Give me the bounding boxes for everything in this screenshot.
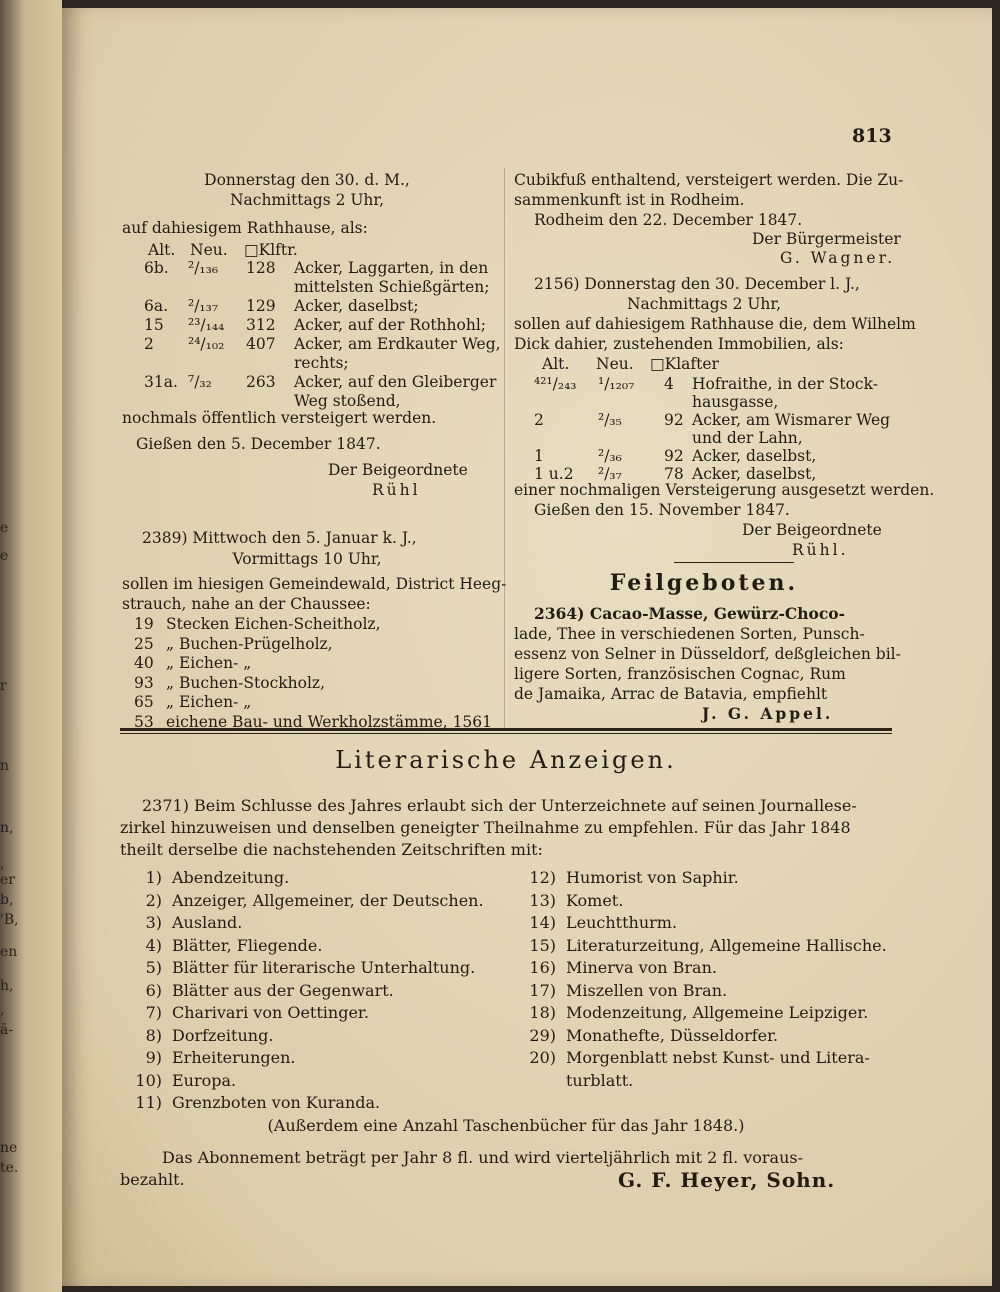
journal-number: 7) [145, 1003, 162, 1022]
journal-title: turblatt. [566, 1070, 634, 1090]
journal-number: 10) [135, 1070, 162, 1090]
table-cell-area: 78 [664, 465, 684, 483]
table-cell-description: rechts; [294, 354, 349, 372]
table-cell-area: 92 [664, 411, 684, 429]
table-cell-area: 312 [246, 316, 276, 334]
table-cell-area: 407 [246, 335, 276, 353]
ad-2371-line-2: zirkel hinzuweisen und denselben geneigter Theilnahme zu empfehlen. Für das Jahr 1848 [120, 818, 851, 837]
left-signature-title: Der Beigeordnete [328, 461, 468, 479]
journal-number: 11) [135, 1093, 162, 1112]
timber-item: „ Buchen-Stockholz, [166, 673, 326, 692]
journal-title: Morgenblatt nebst Kunst- und Litera- [566, 1048, 870, 1067]
document-page [62, 8, 992, 1286]
table-cell-alt: 6b. [144, 259, 169, 277]
timber-item: eichene Bau- und Werkholzstämme, 1561 [166, 712, 493, 731]
abonnement-line-1: Das Abonnement beträgt per Jahr 8 fl. und wird vierteljährlich mit 2 fl. voraus- [162, 1148, 804, 1167]
right-line-3: Rodheim den 22. December 1847. [534, 211, 803, 229]
margin-fragment: r [0, 678, 7, 694]
ad-2156-line-3: sollen auf dahiesigem Rathhause die, dem Wilhelm [514, 315, 916, 333]
left-page-edge [0, 0, 62, 1292]
taschenbuecher-note: (Außerdem eine Anzahl Taschenbücher für das Jahr 1848.) [267, 1116, 745, 1135]
journal-title: Modenzeitung, Allgemeine Leipziger. [566, 1003, 869, 1022]
journal-number: 3) [145, 913, 162, 932]
abonnement-line-2: bezahlt. [120, 1170, 185, 1189]
timber-item: Stecken Eichen-Scheitholz, [166, 615, 381, 633]
table-cell-description: Acker, am Erdkauter Weg, [294, 335, 501, 353]
journal-number: 14) [529, 913, 556, 932]
journal-number: 4) [145, 935, 162, 955]
journal-title: Abendzeitung. [172, 868, 290, 887]
journal-number: 1) [145, 868, 162, 887]
journal-number: 5) [145, 958, 162, 977]
journal-number: 9) [145, 1048, 162, 1067]
table-cell-description: und der Lahn, [692, 429, 803, 447]
ad-2156-line-4: Dick dahier, zustehenden Immobilien, als: [514, 335, 844, 353]
journal-number: 6) [145, 980, 162, 1000]
journal-title: Blätter, Fliegende. [172, 935, 323, 955]
journal-title: Erheiterungen. [172, 1048, 296, 1067]
table-cell-description: mittelsten Schießgärten; [294, 278, 490, 296]
table-cell-alt: 1 u.2 [534, 465, 574, 483]
journal-title: Grenzboten von Kuranda. [172, 1093, 381, 1112]
short-divider [674, 562, 794, 563]
right-signature-title: Der Bürgermeister [752, 230, 901, 248]
timber-quantity: 25 [134, 634, 154, 653]
table-cell-description: hausgasse, [692, 393, 779, 411]
table-cell-neu: ²/₃₇ [598, 465, 622, 483]
right-signature2-name: Rühl. [792, 541, 849, 559]
journal-number: 12) [529, 868, 556, 887]
right-line-2: sammenkunft ist in Rodheim. [514, 191, 745, 209]
journal-title: Blätter aus der Gegenwart. [172, 980, 394, 1000]
section-rule-thin [120, 733, 892, 734]
timber-item: „ Buchen-Prügelholz, [166, 634, 333, 653]
literary-heading: Literarische Anzeigen. [335, 746, 677, 774]
journal-title: Leuchtthurm. [566, 913, 678, 932]
left-table-head-area: □Klftr. [244, 241, 298, 259]
margin-fragment: 'B, [0, 912, 19, 928]
margin-fragment: b, [0, 892, 14, 908]
table-cell-area: 4 [664, 375, 674, 393]
ad-2364-line-4: ligere Sorten, französischen Cognac, Rum [514, 665, 846, 683]
table-cell-alt: 2 [144, 335, 154, 353]
left-table-head-alt: Alt. [148, 241, 176, 259]
left-intro-line-3: auf dahiesigem Rathhause, als: [122, 219, 368, 237]
journal-title: Literaturzeitung, Allgemeine Hallische. [566, 935, 887, 955]
journal-title: Charivari von Oettinger. [172, 1003, 369, 1022]
table-cell-alt: 6a. [144, 297, 169, 315]
journal-title: Blätter für literarische Unterhaltung. [172, 958, 476, 977]
journal-title: Anzeiger, Allgemeiner, der Deutschen. [172, 890, 484, 910]
table-cell-alt: 1 [534, 447, 544, 465]
journal-number: 20) [529, 1048, 556, 1067]
journal-number: 15) [529, 935, 556, 955]
table-cell-neu: ²³/₁₄₄ [188, 316, 225, 334]
ad-2371-line-3: theilt derselbe die nachstehenden Zeitschriften mit: [120, 840, 543, 859]
right-line-1: Cubikfuß enthaltend, versteigert werden. Die Zu- [514, 171, 904, 189]
table-cell-description: Acker, daselbst, [692, 465, 817, 483]
margin-fragment: , [0, 856, 5, 872]
table-cell-description: Acker, auf den Gleiberger [294, 373, 497, 391]
journal-number: 18) [529, 1003, 556, 1022]
journal-title: Dorfzeitung. [172, 1025, 274, 1045]
right-date: Gießen den 15. November 1847. [534, 501, 790, 519]
right-table-head-area: □Klafter [650, 355, 719, 373]
table-cell-description: Acker, am Wismarer Weg [692, 411, 891, 429]
margin-fragment: en [0, 944, 18, 960]
timber-quantity: 93 [134, 673, 154, 692]
ad-2389-line-1: 2389) Mittwoch den 5. Januar k. J., [142, 529, 417, 547]
table-cell-neu: ²/₃₅ [598, 411, 622, 429]
table-cell-neu: ²/₁₃₇ [188, 297, 219, 315]
ad-2389-line-2: Vormittags 10 Uhr, [232, 550, 382, 568]
ad-2364-line-3: essenz von Selner in Düsseldorf, deßgleichen bil- [514, 645, 901, 663]
journal-number: 16) [529, 958, 556, 977]
right-table-head-alt: Alt. [542, 355, 570, 373]
right-table-head-neu: Neu. [596, 355, 634, 373]
ad-2364-signature: J. G. Appel. [702, 704, 834, 723]
right-closing: einer nochmaligen Versteigerung ausgesetzt werden. [514, 481, 935, 499]
ad-2364-line-1: 2364) Cacao-Masse, Gewürz-Choco- [534, 604, 846, 623]
table-cell-neu: ²/₁₃₆ [188, 259, 219, 277]
table-cell-alt: ⁴²¹/₂₄₃ [534, 375, 577, 393]
table-cell-alt: 2 [534, 411, 544, 429]
ad-2389-line-4: strauch, nahe an der Chaussee: [122, 595, 371, 613]
right-signature-name: G. Wagner. [780, 249, 896, 267]
margin-fragment: e [0, 520, 9, 536]
journal-number: 17) [529, 980, 556, 1000]
left-intro-line-2: Nachmittags 2 Uhr, [229, 191, 385, 209]
ad-2156-line-1: 2156) Donnerstag den 30. December l. J., [534, 275, 860, 293]
timber-quantity: 53 [134, 712, 154, 731]
ad-2364-line-5: de Jamaika, Arrac de Batavia, empfiehlt [514, 685, 828, 703]
margin-fragment: n, [0, 820, 14, 836]
journal-title: Minerva von Bran. [566, 958, 717, 977]
margin-fragment: ne [0, 1140, 18, 1156]
margin-fragment: er [0, 872, 15, 888]
ad-2156-line-2: Nachmittags 2 Uhr, [626, 295, 782, 313]
table-cell-neu: ⁷/₃₂ [188, 373, 212, 391]
margin-fragment: , [0, 1002, 5, 1018]
journal-number: 29) [529, 1025, 556, 1045]
margin-fragment: e [0, 548, 9, 564]
table-cell-description: Acker, auf der Rothhohl; [294, 316, 487, 334]
left-intro-line-1: Donnerstag den 30. d. M., [204, 171, 410, 189]
margin-fragment: n [0, 758, 10, 774]
left-closing: nochmals öffentlich versteigert werden. [122, 409, 437, 427]
ad-2364-line-2: lade, Thee in verschiedenen Sorten, Punsch- [514, 625, 865, 643]
ad-2389-line-3: sollen im hiesigen Gemeindewald, District Heeg- [122, 575, 507, 593]
table-cell-area: 92 [664, 447, 684, 465]
journal-title: Humorist von Saphir. [566, 868, 739, 887]
right-signature2-title: Der Beigeordnete [742, 521, 882, 539]
table-cell-neu: ¹/₁₂₀₇ [598, 375, 635, 393]
timber-quantity: 19 [134, 615, 154, 633]
table-cell-neu: ²⁴/₁₀₂ [188, 335, 225, 353]
left-signature-name: Rühl [372, 481, 421, 499]
margin-fragment: ä- [0, 1022, 14, 1038]
left-table-head-neu: Neu. [190, 241, 228, 259]
table-cell-area: 263 [246, 373, 276, 391]
table-cell-description: Weg stoßend, [294, 392, 401, 410]
table-cell-description: Acker, daselbst, [692, 447, 817, 465]
margin-fragment: te. [0, 1160, 19, 1176]
page-number: 813 [852, 125, 892, 147]
journal-number: 8) [145, 1025, 162, 1045]
journal-number: 2) [145, 890, 162, 910]
timber-quantity: 40 [134, 654, 154, 672]
table-cell-area: 129 [246, 297, 276, 315]
table-cell-alt: 15 [144, 316, 164, 334]
journal-title: Monathefte, Düsseldorfer. [566, 1025, 779, 1045]
journal-title: Europa. [172, 1070, 237, 1090]
ad-2371-line-1: 2371) Beim Schlusse des Jahres erlaubt sich der Unterzeichnete auf seinen Journallese- [142, 796, 857, 815]
publisher-signature: G. F. Heyer, Sohn. [618, 1168, 836, 1192]
journal-title: Miszellen von Bran. [566, 980, 728, 1000]
journal-title: Ausland. [172, 913, 243, 932]
table-cell-description: Acker, daselbst; [294, 297, 419, 315]
table-cell-area: 128 [246, 259, 276, 277]
table-cell-neu: ²/₃₆ [598, 447, 622, 465]
journal-number: 13) [529, 890, 556, 910]
timber-item: „ Eichen- „ [166, 693, 252, 711]
timber-item: „ Eichen- „ [166, 654, 252, 672]
feilgeboten-heading: Feilgeboten. [609, 570, 799, 596]
table-cell-description: Hofraithe, in der Stock- [692, 375, 878, 393]
margin-fragment: h, [0, 978, 14, 994]
table-cell-description: Acker, Laggarten, in den [294, 259, 489, 277]
column-divider [504, 168, 505, 728]
journal-title: Komet. [566, 890, 624, 910]
table-cell-alt: 31a. [144, 373, 178, 391]
left-date: Gießen den 5. December 1847. [136, 435, 381, 453]
timber-quantity: 65 [134, 693, 154, 711]
